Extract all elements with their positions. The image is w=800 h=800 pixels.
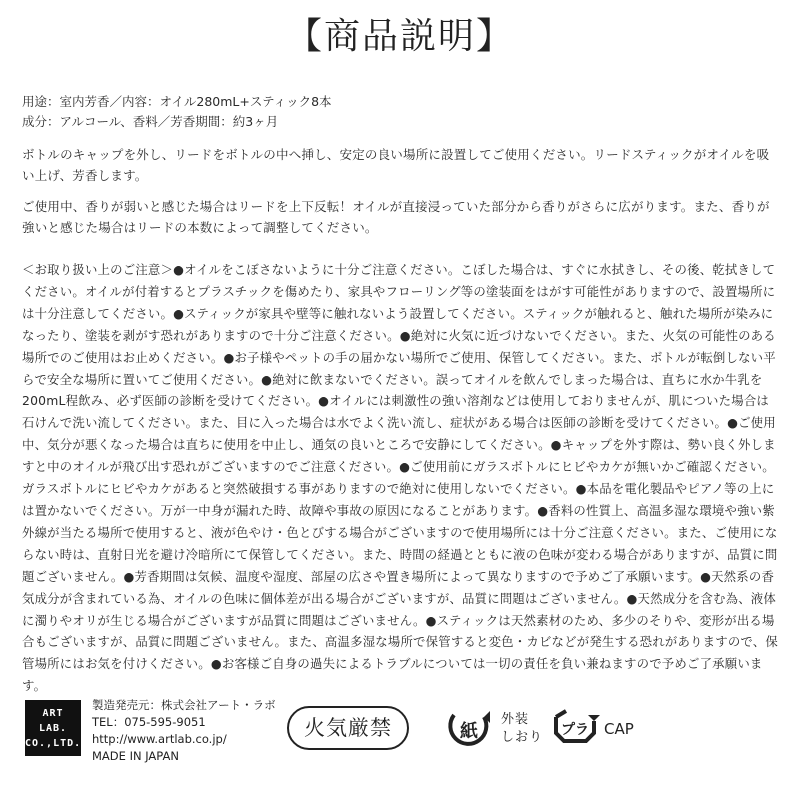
logo-line-3: CO.,LTD. bbox=[25, 738, 82, 749]
fire-prohibited-badge: 火気厳禁 bbox=[287, 706, 409, 750]
artlab-logo bbox=[25, 700, 81, 756]
company-tel: TEL：075-595-9051 bbox=[92, 715, 206, 729]
paper-recycle-mark bbox=[444, 707, 544, 751]
company-name: 製造発売元：株式会社アート・ラボ bbox=[92, 698, 276, 712]
usage-paragraph: ボトルのキャップを外し、リードをボトルの中へ挿し、安定の良い場所に設置してご使用ください。リードスティックがオイルを吸い上げ、芳香します。 bbox=[22, 147, 770, 183]
logo-line-2: LAB. bbox=[38, 723, 68, 734]
product-spec bbox=[22, 92, 782, 132]
paper-mark-char: 紙 bbox=[460, 721, 478, 742]
pla-mark-char: プラ bbox=[561, 722, 589, 738]
precautions-paragraph: ＜お取り扱い上のご注意＞●オイルをこぼさないように十分ご注意ください。こぼした場合は、すぐに水拭きし、その後、乾拭きしてください。オイルが付着するとプラスチックを傷めたり、家具やフローリング等の塗装面をはがす可能性がありますので、設置場所には十分注意してください。●スティックが家具や壁等に触れないよう設置してください。スティックが触れると、触れた場所が染みになったり、塗装を剥がす恐れがありますので十分ご注意ください。●絶対に火気に近づけないでください。また、火気の可能性のある場所でのご使用はお止めください。●お子様やペットの手の届かない場所でご使用、保管してください。また、ボトルが転倒しない平らで安全な場所に置いてご使用ください。●絶対に飲まないでください。誤ってオイルを飲んでしまった場合は、直ちに水か牛乳を200mL程飲み、必ず医師の診断を受けてください。●オイルには刺激性の強い溶剤などは使用しておりませんが、肌についた場合は石けんで洗い流してください。また、目に入った場合は水でよく洗い流し、症状がある場合は医師の診断を受けてください。●ご使用中、気分が悪くなった場合は直ちに使用を中止し、通気の良いところで安静にしてください。●キャップを外す際は、勢い良く外しますと中のオイルが飛び出す恐れがございますのでご注意ください。●ご使用前にガラスボトルにヒビやカケが無いかご確認ください。ガラスボトルにヒビやカケがあると突然破損する事がありますので絶対に使用しないでください。●本品を電化製品やピアノ等の上には置かないでください。万が一中身が漏れた時、故障や事故の原因になることがあります。●香料の性質上、高温多湿な環境や強い紫外線が当たる場所で使用すると、液が色やけ・色とびする場合がございますので使用場所には十分ご注意ください。また、ご使用にならない時は、直射日光を避け冷暗所にて保管してください。また、時間の経過とともに液の色味が変わる場合がありますが、品質に問題ございません。●芳香期間は気候、温度や湿度、部屋の広さや置き場所によって異なりますので予めご了承願います。●天然系の香気成分が含まれている為、オイルの色味に個体差が出る場合がございますが、品質に問題はございません。●天然成分を含む為、液体に濁りやオリが生じる場合がございますが品質に問題はございません。●スティックは天然素材のため、多少のそりや、変形が出る場合もございますが、品質に問題ございません。また、高温多湿な場所で保管すると変色・カビなどが発生する恐れがありますので、保管場所にはお気を付けください。●お客様ご自身の過失によるトラブルについては一切の責任を負い兼ねますので予めご了承願います。 bbox=[22, 262, 778, 694]
cap-label: CAP bbox=[604, 720, 634, 738]
paper-mark-text-2: しおり bbox=[501, 730, 544, 745]
page-title: 【商品説明】 bbox=[285, 16, 514, 57]
made-in: MADE IN JAPAN bbox=[92, 749, 179, 763]
paper-mark-text-1: 外装 bbox=[501, 712, 530, 727]
spec-ingredients-line: 成分：アルコール、香料／芳香期間：約3ヶ月 bbox=[22, 114, 279, 129]
adjustment-paragraph: ご使用中、香りが弱いと感じた場合はリードを上下反転！オイルが直接浸っていた部分から香りがさらに広がります。また、香りが強いと感じた場合はリードの本数によって調整してください。 bbox=[22, 199, 770, 235]
company-url: http://www.artlab.co.jp/ bbox=[92, 732, 227, 746]
spec-usage-line: 用途：室内芳香／内容：オイル280mL+スティック8本 bbox=[22, 94, 332, 109]
plastic-recycle-mark bbox=[550, 707, 650, 751]
paper-recycle-icon bbox=[444, 707, 500, 751]
logo-line-1: ART bbox=[42, 708, 64, 719]
plastic-recycle-icon bbox=[550, 707, 602, 751]
company-info bbox=[92, 697, 276, 765]
